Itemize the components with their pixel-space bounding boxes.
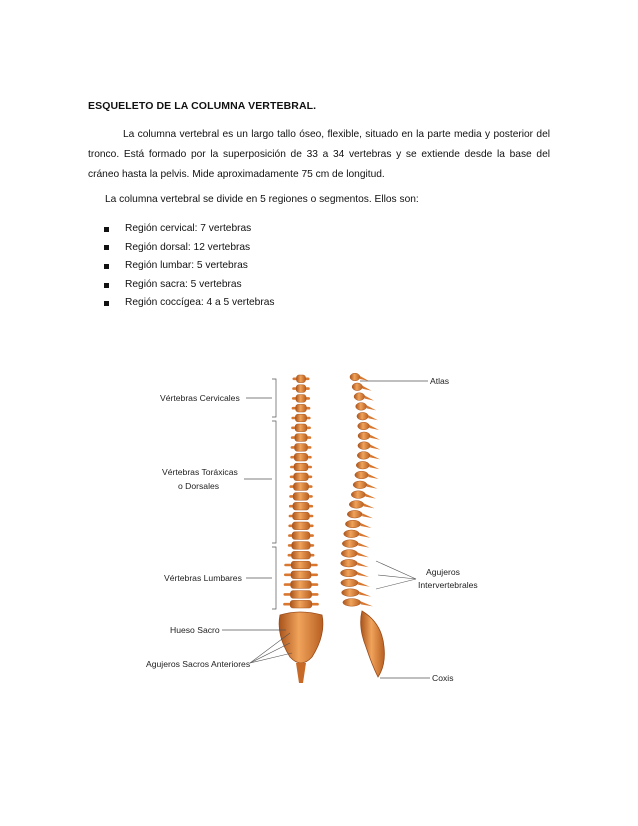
spinous-process [361, 601, 373, 606]
spinous-process [360, 376, 369, 381]
vertebra-front [293, 502, 309, 510]
vertebra-front [294, 453, 307, 461]
vertebra-front [291, 571, 311, 579]
vertebra-side [358, 432, 370, 440]
vertebra-side [343, 599, 361, 607]
label-cervicales: Vértebras Cervicales [160, 393, 240, 403]
sacrum-side [361, 611, 385, 677]
bullet-icon [104, 245, 109, 250]
list-item [104, 220, 275, 239]
label-agujeros-2: Intervertebrales [418, 580, 478, 590]
front-spine [283, 375, 319, 608]
vertebra-front [292, 532, 310, 540]
list-item [104, 294, 275, 313]
spinous-process [368, 415, 378, 420]
vertebra-front [297, 375, 306, 383]
spinous-process [365, 396, 374, 401]
bullet-icon [104, 283, 109, 288]
spinous-process [364, 503, 375, 508]
side-spine [340, 373, 380, 606]
vertebra-side [357, 452, 370, 460]
region-label: Región lumbar: 5 vertebras [125, 260, 248, 272]
vertebra-side [355, 471, 368, 479]
vertebra-front [291, 581, 312, 589]
spinous-process [367, 484, 377, 489]
spinous-process [370, 445, 380, 450]
vertebra-side [358, 422, 370, 430]
vertebra-front [292, 542, 310, 550]
label-sacro: Hueso Sacro [170, 625, 220, 635]
sacrum-front [279, 612, 323, 663]
vertebra-front [293, 483, 308, 491]
spinous-process [358, 552, 369, 557]
spinous-process [369, 425, 379, 430]
spine-illustration [140, 365, 500, 695]
vertebra-side [358, 442, 370, 450]
list-item [104, 239, 275, 258]
vertebra-side [353, 481, 367, 489]
region-label: Región sacra: 5 vertebras [125, 278, 242, 290]
vertebra-side [340, 569, 357, 577]
coccyx-front [296, 663, 306, 683]
label-agujeros-sacros: Agujeros Sacros Anteriores [146, 659, 251, 669]
vertebra-front [292, 551, 311, 559]
vertebra-front [290, 600, 312, 608]
spinous-process [359, 592, 371, 597]
vertebra-side [356, 403, 367, 411]
spinous-process [362, 386, 371, 391]
label-agujeros-1: Agujeros [426, 567, 460, 577]
spinous-process [358, 582, 370, 587]
list-item [104, 257, 275, 276]
region-label: Región coccígea: 4 a 5 vertebras [125, 297, 275, 309]
label-atlas: Atlas [430, 376, 450, 386]
vertebra-front [294, 463, 308, 471]
vertebra-side [345, 520, 360, 528]
vertebra-side [344, 530, 360, 538]
vertebra-front [295, 414, 306, 422]
bullet-icon [104, 301, 109, 306]
spinous-process [368, 474, 378, 479]
spinous-process [357, 562, 368, 567]
vertebra-front [291, 561, 310, 569]
vertebra-side [347, 510, 362, 518]
spinous-process [359, 533, 370, 538]
vertebra-side [349, 501, 364, 509]
list-item [104, 276, 275, 295]
spinous-process [362, 513, 373, 518]
vertebra-front [295, 424, 307, 432]
spine-figure [140, 365, 500, 695]
region-label: Región dorsal: 12 vertebras [125, 241, 251, 253]
regions-list [104, 220, 275, 313]
vertebra-front [292, 522, 309, 530]
spinous-process [370, 435, 380, 440]
vertebra-side [342, 540, 358, 548]
vertebra-side [356, 461, 369, 469]
vertebra-front [294, 473, 309, 481]
label-coxis: Coxis [432, 673, 454, 683]
region-label: Región cervical: 7 vertebras [125, 223, 252, 234]
vertebra-front [296, 404, 307, 412]
bullet-icon [104, 227, 109, 232]
label-toracicas-1: Vértebras Toráxicas [162, 467, 238, 477]
vertebra-front [293, 512, 310, 520]
vertebra-front [295, 444, 308, 452]
spinous-process [358, 543, 369, 548]
intro-paragraph: La columna vertebral es un largo tallo óseo, flexible, situado en la parte media y posterior del tronco. Está formado por la superposición de 33 a 34 vertebras y se extiende desde la base del cráneo hasta la pelvis. Mide aproximadamente 75 cm de longitud. [88, 129, 550, 180]
spinous-process [361, 523, 372, 528]
spinous-process [370, 454, 380, 459]
vertebra-front [296, 395, 306, 403]
bullet-icon [104, 264, 109, 269]
regions-intro: La columna vertebral se divide en 5 regiones o segmentos. Ellos son: [105, 194, 419, 205]
page-title: ESQUELETO DE LA COLUMNA VERTEBRAL. [88, 100, 317, 112]
spinous-process [365, 494, 376, 499]
vertebra-side [357, 412, 368, 420]
vertebra-side [341, 550, 357, 558]
label-lumbares: Vértebras Lumbares [164, 573, 242, 583]
vertebra-side [341, 579, 358, 587]
spinous-process [357, 572, 369, 577]
spinous-process [369, 464, 379, 469]
vertebra-front [295, 434, 307, 442]
spinous-process [367, 405, 376, 410]
vertebra-side [351, 491, 365, 499]
vertebra-front [296, 385, 306, 393]
vertebra-side [342, 589, 360, 597]
vertebra-side [354, 393, 365, 401]
vertebra-side [341, 559, 358, 567]
vertebra-side [350, 373, 360, 381]
vertebra-front [293, 493, 309, 501]
vertebra-side [352, 383, 362, 391]
vertebra-front [290, 591, 311, 599]
label-toracicas-2: o Dorsales [178, 481, 220, 491]
